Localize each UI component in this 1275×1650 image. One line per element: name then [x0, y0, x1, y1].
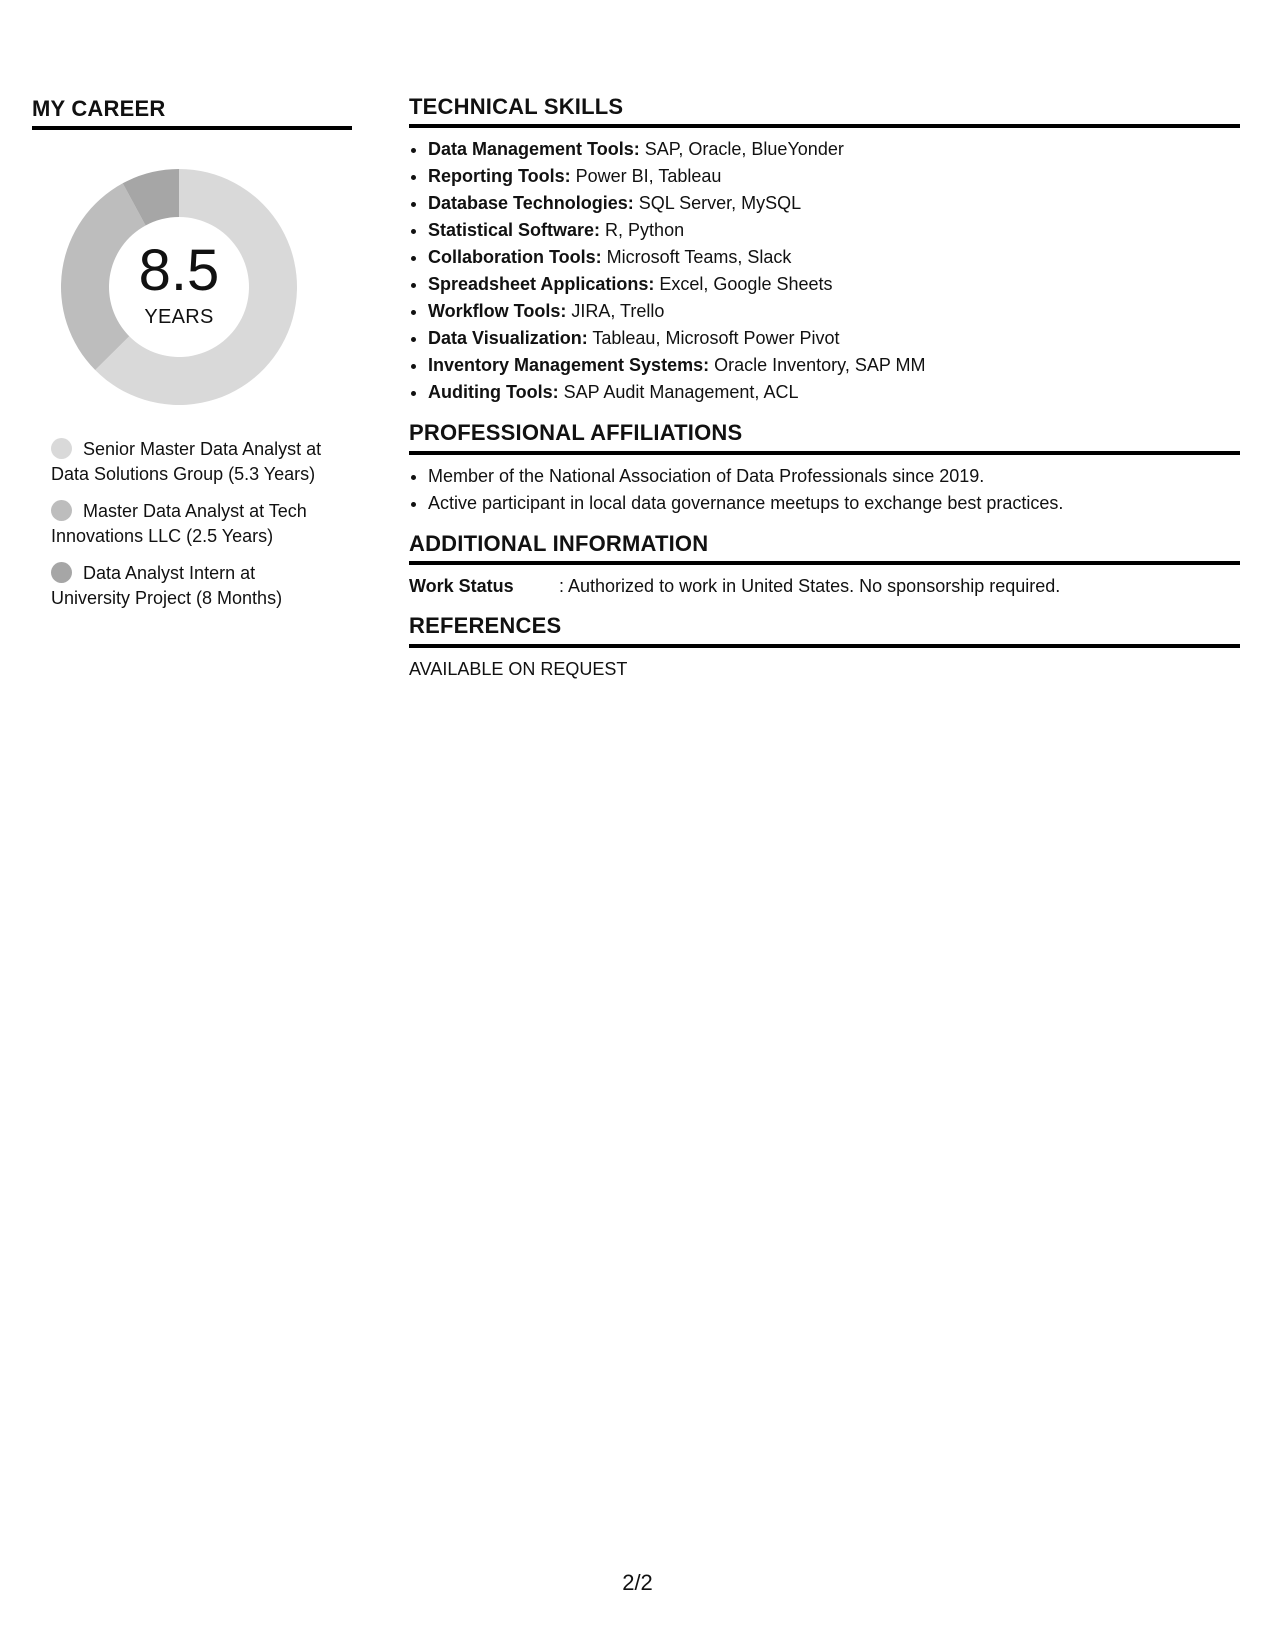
skill-label: Statistical Software: — [428, 220, 601, 241]
skill-value: Power BI, Tableau — [570, 166, 722, 187]
skill-value: Oracle Inventory, SAP MM — [709, 355, 926, 376]
legend-dot — [51, 500, 72, 521]
legend-dot — [51, 438, 72, 459]
list-item — [428, 271, 1240, 298]
technical-skills-section — [409, 94, 1240, 406]
skill-value: R, Python — [600, 220, 685, 241]
list-item — [428, 298, 1240, 325]
total-years-unit: YEARS — [144, 305, 214, 328]
legend-item — [51, 437, 336, 487]
skill-value: SQL Server, MySQL — [633, 193, 802, 214]
work-status-row — [409, 573, 1240, 599]
legend-label: Master Data Analyst at Tech Innovations LLC (2.5 Years) — [51, 501, 307, 547]
list-item — [428, 325, 1240, 352]
skill-label: Inventory Management Systems: — [428, 355, 710, 376]
skill-label: Auditing Tools: — [428, 382, 559, 403]
career-column — [32, 96, 352, 623]
list-item — [428, 244, 1240, 271]
skill-value: JIRA, Trello — [566, 301, 665, 322]
work-status-key: Work Status — [409, 576, 514, 597]
skill-value: SAP Audit Management, ACL — [558, 382, 799, 403]
affiliations-section — [409, 420, 1240, 516]
skill-value: SAP, Oracle, BlueYonder — [639, 139, 844, 160]
affiliations-title: PROFESSIONAL AFFILIATIONS — [409, 420, 1240, 454]
list-item — [428, 163, 1240, 190]
references-text: AVAILABLE ON REQUEST — [409, 658, 628, 679]
skill-value: Tableau, Microsoft Power Pivot — [587, 328, 840, 349]
list-item: • Member of the National Association of Data Professionals since 2019. — [428, 463, 1240, 490]
list-item — [428, 379, 1240, 406]
skill-label: Data Visualization: — [428, 328, 588, 349]
technical-skills-title: TECHNICAL SKILLS — [409, 94, 1240, 128]
legend-item — [51, 561, 336, 611]
legend-label: Senior Master Data Analyst at Data Solutions Group (5.3 Years) — [51, 439, 322, 485]
affiliations-list — [409, 463, 1240, 517]
list-item — [428, 190, 1240, 217]
legend-label: Data Analyst Intern at University Project (8 Months) — [51, 563, 283, 609]
career-donut-chart — [55, 163, 303, 411]
references-title: REFERENCES — [409, 613, 1240, 647]
skill-value: Excel, Google Sheets — [654, 274, 833, 295]
skill-label: Spreadsheet Applications: — [428, 274, 655, 295]
career-legend — [32, 437, 336, 611]
skill-label: Workflow Tools: — [428, 301, 567, 322]
details-column — [409, 94, 1240, 696]
list-item — [428, 217, 1240, 244]
skill-label: Reporting Tools: — [428, 166, 571, 187]
total-years-value: 8.5 — [138, 237, 220, 303]
skill-value: Microsoft Teams, Slack — [601, 247, 792, 268]
donut-center — [55, 163, 303, 411]
list-item — [428, 352, 1240, 379]
legend-item — [51, 499, 336, 549]
skill-label: Collaboration Tools: — [428, 247, 602, 268]
skill-label: Data Management Tools: — [428, 139, 640, 160]
list-item: • Active participant in local data governance meetups to exchange best practices. — [428, 490, 1240, 517]
work-status-value: : Authorized to work in United States. No sponsorship required. — [559, 576, 1061, 597]
additional-info-title: ADDITIONAL INFORMATION — [409, 531, 1240, 565]
technical-skills-list — [409, 136, 1240, 406]
page-number: 2/2 — [622, 1570, 653, 1595]
references-section — [409, 613, 1240, 681]
additional-info-section — [409, 531, 1240, 599]
list-item — [428, 136, 1240, 163]
career-title: MY CAREER — [32, 96, 352, 130]
skill-label: Database Technologies: — [428, 193, 634, 214]
legend-dot — [51, 562, 72, 583]
